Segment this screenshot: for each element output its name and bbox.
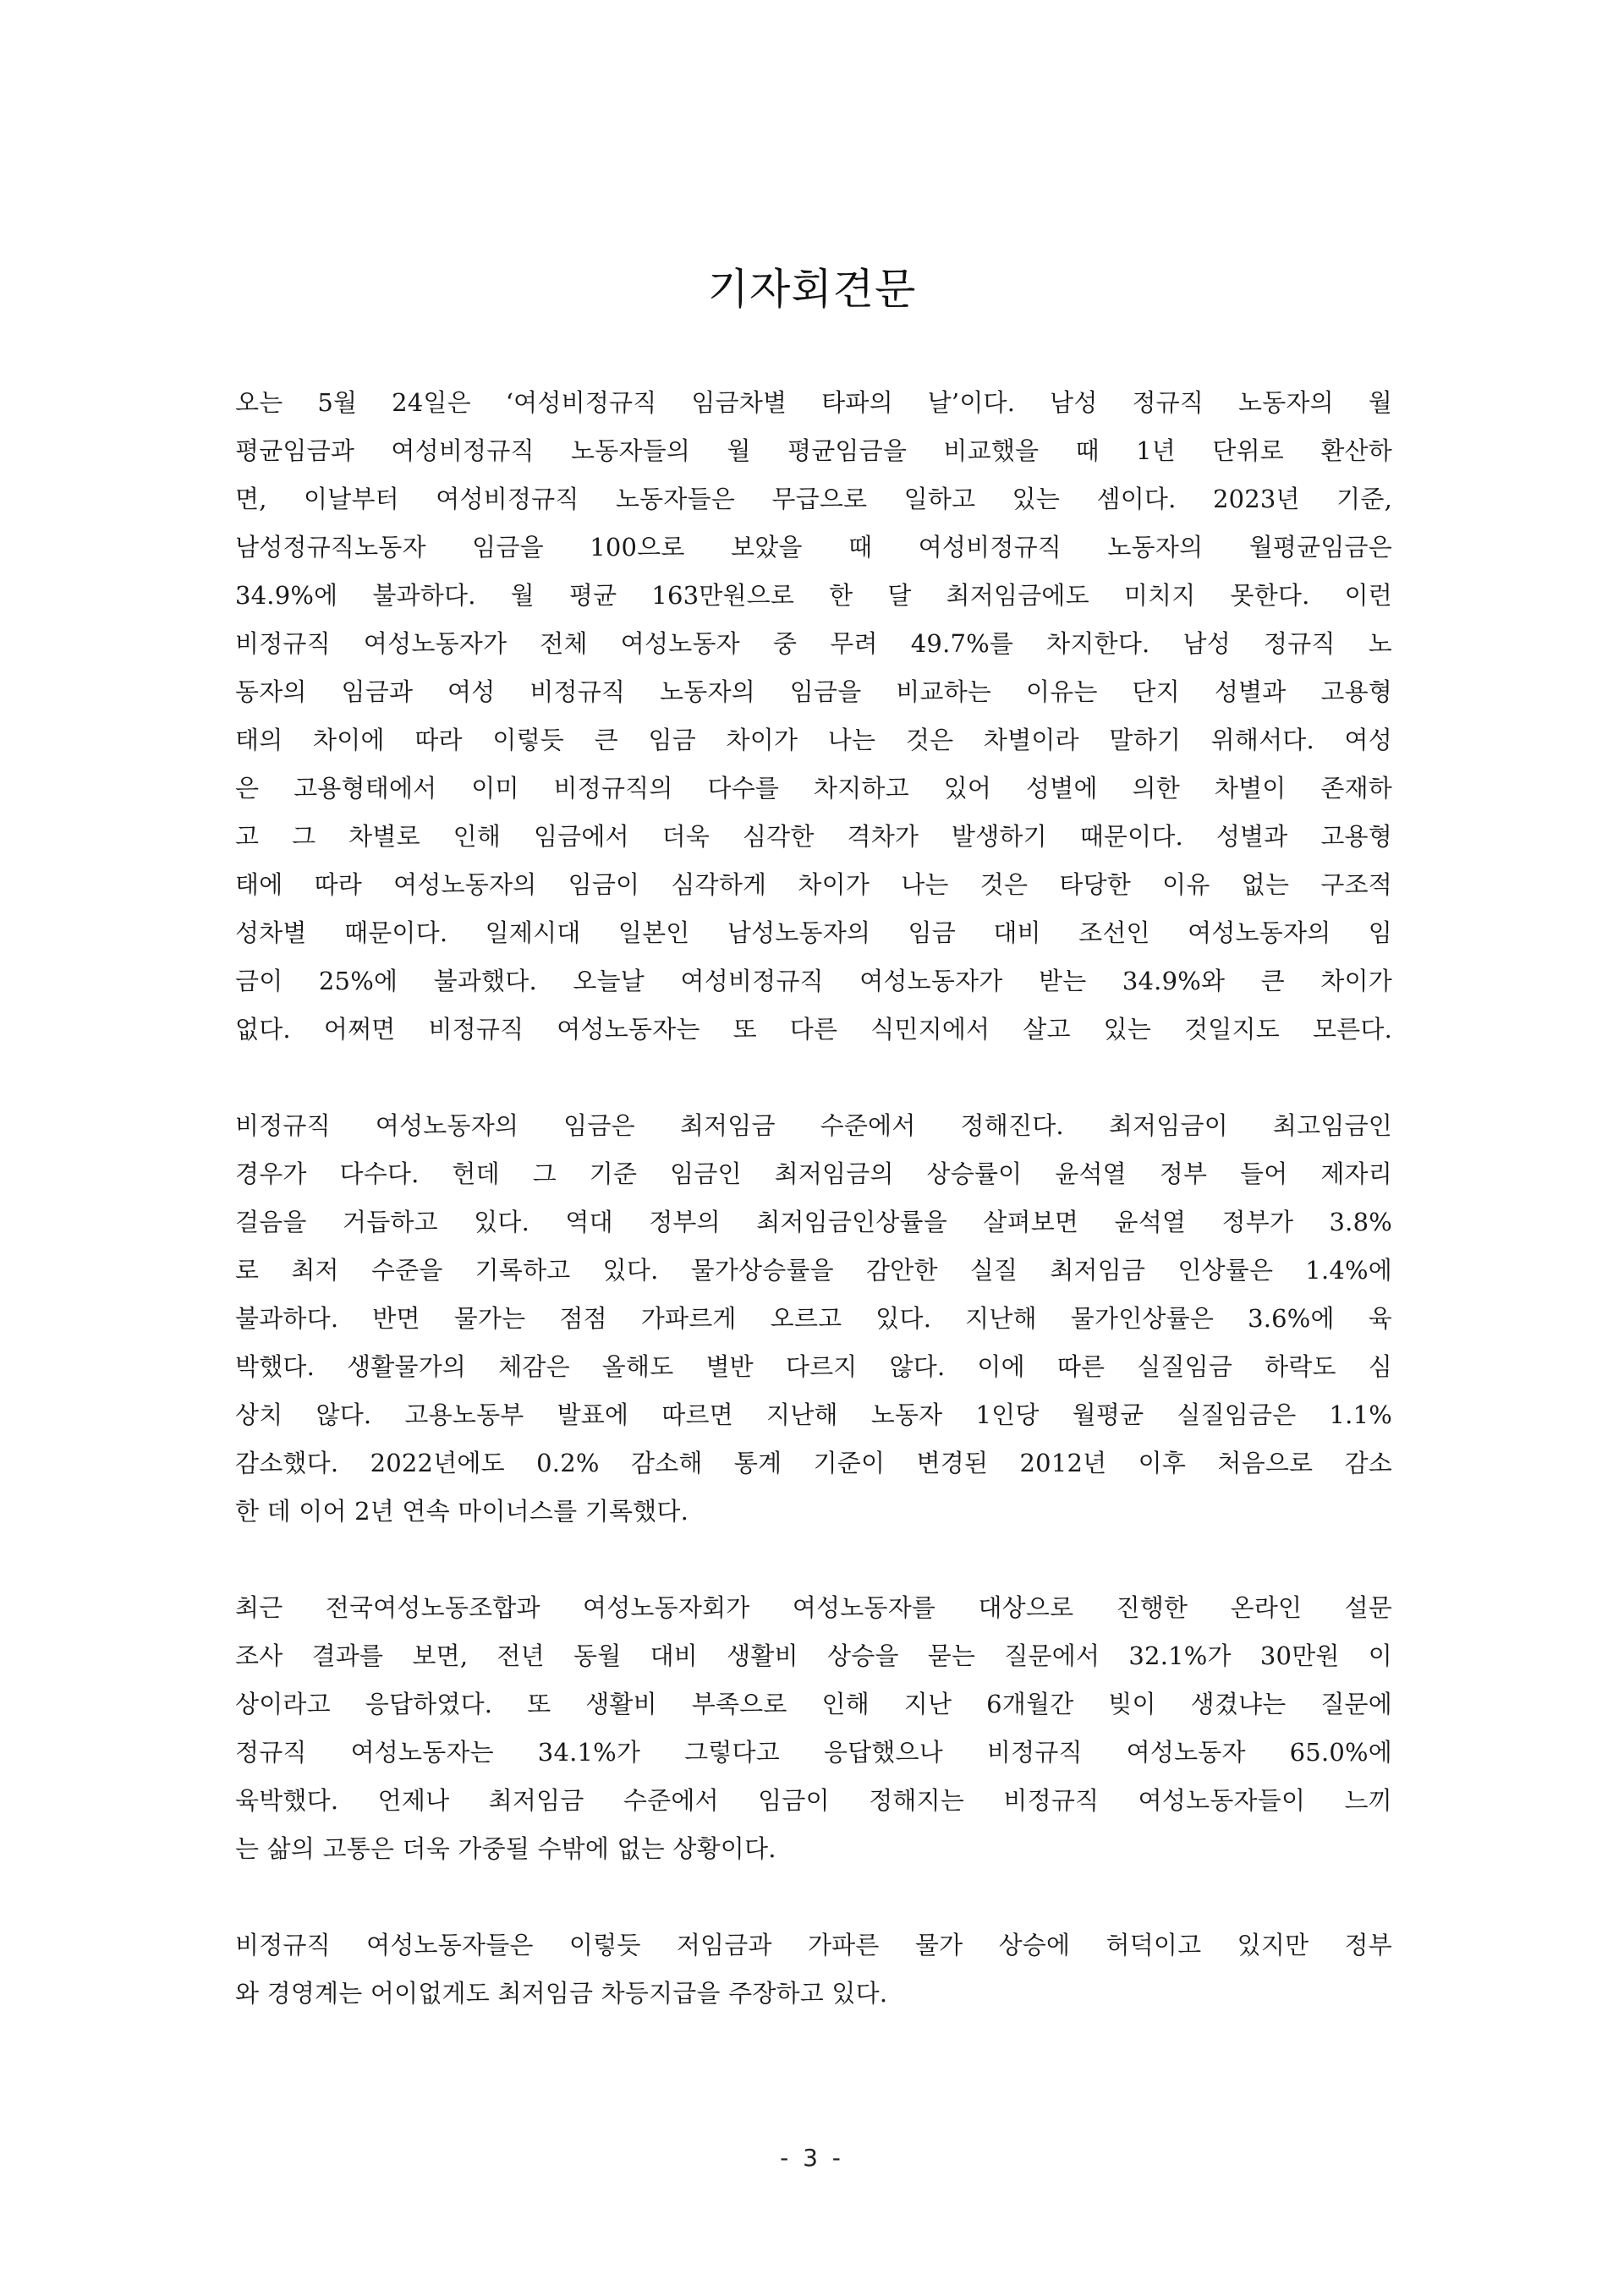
text-line: 는 삶의 고통은 더욱 가중될 수밖에 없는 상황이다. <box>235 1834 776 1863</box>
text-line: 비정규직 여성노동자가 전체 여성노동자 중 무려 49.7%를 차지한다. 남성 정규직 노 <box>235 629 1392 658</box>
paragraph-4 <box>235 1921 1392 2018</box>
text-line: 상이라고 응답하였다. 또 생활비 부족으로 인해 지난 6개월간 빚이 생겼냐는 질문에 <box>235 1690 1392 1718</box>
text-line: 박했다. 생활물가의 체감은 올해도 별반 다르지 않다. 이에 따른 실질임금 하락도 심 <box>235 1352 1392 1381</box>
text-line: 로 최저 수준을 기록하고 있다. 물가상승률을 감안한 실질 최저임금 인상률은 1.4%에 <box>235 1256 1392 1285</box>
text-line: 34.9%에 불과하다. 월 평균 163만원으로 한 달 최저임금에도 미치지 못한다. 이런 <box>235 581 1392 610</box>
text-line: 한 데 이어 2년 연속 마이너스를 기록했다. <box>235 1497 689 1526</box>
paragraph-3 <box>235 1584 1392 1873</box>
text-line: 비정규직 여성노동자들은 이렇듯 저임금과 가파른 물가 상승에 허덕이고 있지만 정부 <box>235 1931 1392 1959</box>
text-line: 와 경영계는 어이없게도 최저임금 차등지급을 주장하고 있다. <box>235 1979 888 2008</box>
paragraph-2 <box>235 1102 1392 1536</box>
text-line: 남성정규직노동자 임금을 100으로 보았을 때 여성비정규직 노동자의 월평균임금은 <box>235 533 1392 562</box>
document-body <box>235 379 1392 2066</box>
paragraph-1 <box>235 379 1392 1054</box>
text-line: 태의 차이에 따라 이렇듯 큰 임금 차이가 나는 것은 차별이라 말하기 위해서다. 여성 <box>235 726 1392 754</box>
text-line: 은 고용형태에서 이미 비정규직의 다수를 차지하고 있어 성별에 의한 차별이 존재하 <box>235 774 1392 803</box>
text-line: 면, 이날부터 여성비정규직 노동자들은 무급으로 일하고 있는 셈이다. 2023년 기준, <box>235 485 1392 513</box>
text-line: 경우가 다수다. 헌데 그 기준 임금인 최저임금의 상승률이 윤석열 정부 들어 제자리 <box>235 1159 1392 1188</box>
text-line: 불과하다. 반면 물가는 점점 가파르게 오르고 있다. 지난해 물가인상률은 3.6%에 육 <box>235 1304 1392 1333</box>
text-line: 고 그 차별로 인해 임금에서 더욱 심각한 격차가 발생하기 때문이다. 성별과 고용형 <box>235 822 1392 851</box>
text-line: 없다. 어쩌면 비정규직 여성노동자는 또 다른 식민지에서 살고 있는 것일지도 모른다. <box>235 1015 1392 1044</box>
page-title: 기자회견문 <box>707 265 917 314</box>
text-line: 비정규직 여성노동자의 임금은 최저임금 수준에서 정해진다. 최저임금이 최고임금인 <box>235 1111 1392 1140</box>
text-line: 금이 25%에 불과했다. 오늘날 여성비정규직 여성노동자가 받는 34.9%와 큰 차이가 <box>235 967 1392 995</box>
text-line: 최근 전국여성노동조합과 여성노동자회가 여성노동자를 대상으로 진행한 온라인 설문 <box>235 1593 1392 1622</box>
text-line: 걸음을 거듭하고 있다. 역대 정부의 최저임금인상률을 살펴보면 윤석열 정부가 3.8% <box>235 1208 1392 1236</box>
text-line: 상치 않다. 고용노동부 발표에 따르면 지난해 노동자 1인당 월평균 실질임금은 1.1% <box>235 1400 1392 1429</box>
text-line: 태에 따라 여성노동자의 임금이 심각하게 차이가 나는 것은 타당한 이유 없는 구조적 <box>235 870 1392 899</box>
text-line: 감소했다. 2022년에도 0.2% 감소해 통계 기준이 변경된 2012년 이후 처음으로 감소 <box>235 1449 1392 1477</box>
text-line: 육박했다. 언제나 최저임금 수준에서 임금이 정해지는 비정규직 여성노동자들이 느끼 <box>235 1786 1392 1815</box>
text-line: 조사 결과를 보면, 전년 동월 대비 생활비 상승을 묻는 질문에서 32.1%가 30만원 이 <box>235 1641 1392 1670</box>
text-line: 정규직 여성노동자는 34.1%가 그렇다고 응답했으나 비정규직 여성노동자 65.0%에 <box>235 1738 1392 1767</box>
page-number: - 3 - <box>780 2144 844 2172</box>
text-line: 동자의 임금과 여성 비정규직 노동자의 임금을 비교하는 이유는 단지 성별과 고용형 <box>235 677 1392 706</box>
text-line: 평균임금과 여성비정규직 노동자들의 월 평균임금을 비교했을 때 1년 단위로 환산하 <box>235 436 1392 465</box>
text-line: 성차별 때문이다. 일제시대 일본인 남성노동자의 임금 대비 조선인 여성노동자의 임 <box>235 918 1392 947</box>
text-line: 오는 5월 24일은 ‘여성비정규직 임금차별 타파의 날’이다. 남성 정규직 노동자의 월 <box>235 388 1392 417</box>
